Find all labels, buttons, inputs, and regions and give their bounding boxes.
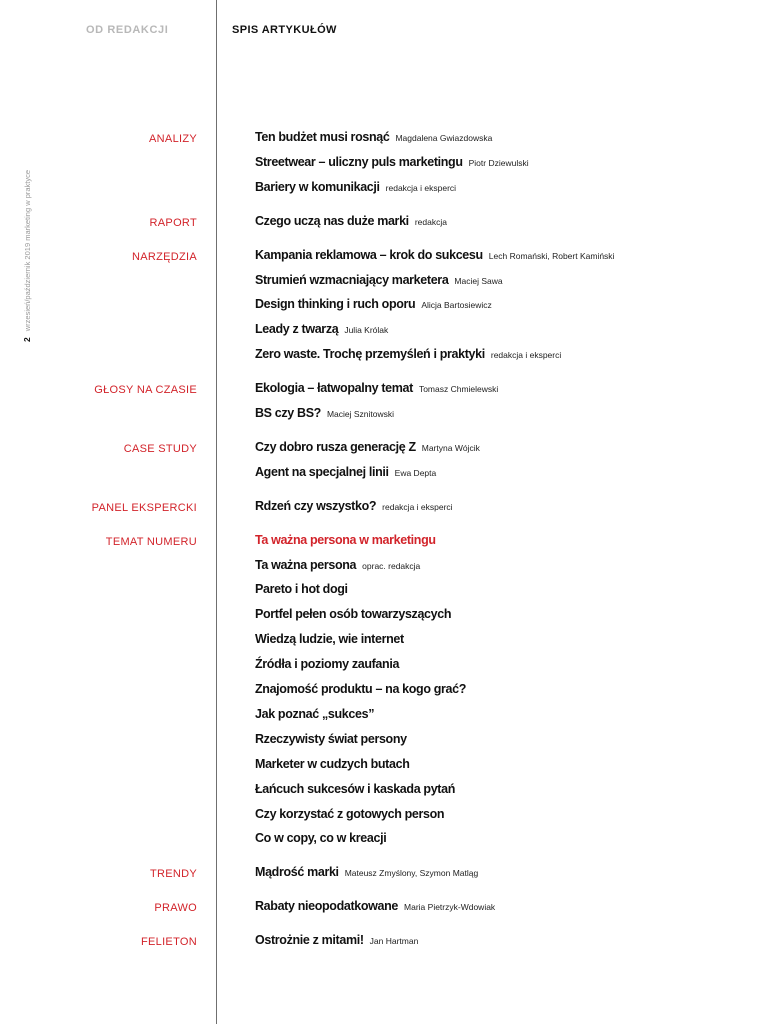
category-label: TRENDY xyxy=(149,868,197,881)
article-title[interactable]: Ostrożnie z mitami! xyxy=(255,933,364,948)
article-title[interactable]: Mądrość marki xyxy=(255,865,339,880)
article-title[interactable]: Bariery w komunikacji xyxy=(255,179,380,194)
article-title[interactable]: Wiedzą ludzie, wie internet xyxy=(255,632,404,647)
article-author: oprac. redakcja xyxy=(362,560,421,571)
article-title[interactable]: Ta ważna persona xyxy=(255,557,357,572)
category-label: CASE STUDY xyxy=(123,442,197,455)
article-title[interactable]: BS czy BS? xyxy=(255,406,321,420)
category-label: PRAWO xyxy=(154,902,197,915)
article-author: Julia Królak xyxy=(344,325,389,336)
article-author: redakcja i eksperci xyxy=(385,182,457,193)
article-title[interactable]: Streetwear – uliczny puls marketingu xyxy=(255,154,463,169)
page-title: SPIS ARTYKUŁÓW xyxy=(232,24,337,36)
article-title[interactable]: Leady z twarzą xyxy=(255,322,339,337)
article-title[interactable]: Ekologia – łatwopalny temat xyxy=(255,381,413,396)
category-label: PANEL EKSPERCKI xyxy=(91,501,197,514)
article-title[interactable]: Rabaty nieopodatkowane xyxy=(255,899,399,914)
article-title[interactable]: Co w copy, co w kreacji xyxy=(255,831,387,846)
category-label: FELIETON xyxy=(141,936,197,949)
article-title[interactable]: Design thinking i ruch oporu xyxy=(255,297,416,312)
article-author: redakcja xyxy=(414,216,447,227)
article-title[interactable]: Rzeczywisty świat persony xyxy=(255,731,407,746)
article-author: Maciej Sznitowski xyxy=(326,409,395,419)
article-author: Mateusz Zmyślony, Szymon Matląg xyxy=(344,868,479,879)
article-title[interactable]: Strumień wzmacniający marketera xyxy=(255,272,449,287)
article-title[interactable]: Czego uczą nas duże marki xyxy=(255,213,409,228)
article-title[interactable]: Agent na specjalnej linii xyxy=(255,464,389,479)
article-author: Lech Romański, Robert Kamiński xyxy=(488,250,615,261)
article-author: Alicja Bartosiewicz xyxy=(421,300,492,311)
article-title[interactable]: Łańcuch sukcesów i kaskada pytań xyxy=(255,781,456,796)
issue-info: wrzesień/październik 2019 marketing w praktyce xyxy=(23,169,32,332)
category-label: RAPORT xyxy=(149,216,197,229)
article-title[interactable]: Źródła i poziomy zaufania xyxy=(255,657,400,672)
article-author: Martyna Wójcik xyxy=(421,442,480,453)
article-title[interactable]: Ta ważna persona w marketingu xyxy=(255,532,436,547)
page-number: 2 xyxy=(22,337,32,342)
article-title[interactable]: Czy dobro rusza generację Z xyxy=(255,439,416,454)
article-author: Tomasz Chmielewski xyxy=(418,384,499,395)
article-author: redakcja i eksperci xyxy=(490,350,562,361)
column-divider xyxy=(216,0,217,1024)
article-author: Maciej Sawa xyxy=(454,275,503,286)
article-title[interactable]: Czy korzystać z gotowych person xyxy=(255,806,445,821)
category-label: NARZĘDZIA xyxy=(131,250,197,263)
article-title[interactable]: Rdzeń czy wszystko? xyxy=(255,498,377,513)
article-author: Jan Hartman xyxy=(369,936,419,947)
article-author: redakcja i eksperci xyxy=(382,501,453,512)
running-footer xyxy=(22,170,32,342)
category-label: GŁOSY NA CZASIE xyxy=(94,384,197,397)
article-title[interactable]: Zero waste. Trochę przemyśleń i praktyki xyxy=(255,347,485,362)
article-title[interactable]: Marketer w cudzych butach xyxy=(255,756,410,771)
category-label: ANALIZY xyxy=(149,133,197,145)
category-label: TEMAT NUMERU xyxy=(105,535,197,548)
article-author: Ewa Depta xyxy=(394,467,437,478)
article-author: Magdalena Gwiazdowska xyxy=(395,133,493,143)
article-author: Maria Pietrzyk-Wdowiak xyxy=(404,902,496,913)
article-author: Piotr Dziewulski xyxy=(468,157,529,168)
article-title[interactable]: Znajomość produktu – na kogo grać? xyxy=(255,682,467,696)
article-title[interactable]: Portfel pełen osób towarzyszących xyxy=(255,607,452,622)
section-label-od-redakcji: OD REDAKCJI xyxy=(86,24,169,36)
article-title[interactable]: Jak poznać „sukces” xyxy=(255,706,375,721)
article-title[interactable]: Pareto i hot dogi xyxy=(255,582,348,597)
article-title[interactable]: Ten budżet musi rosnąć xyxy=(255,130,390,144)
article-title[interactable]: Kampania reklamowa – krok do sukcesu xyxy=(255,247,483,262)
